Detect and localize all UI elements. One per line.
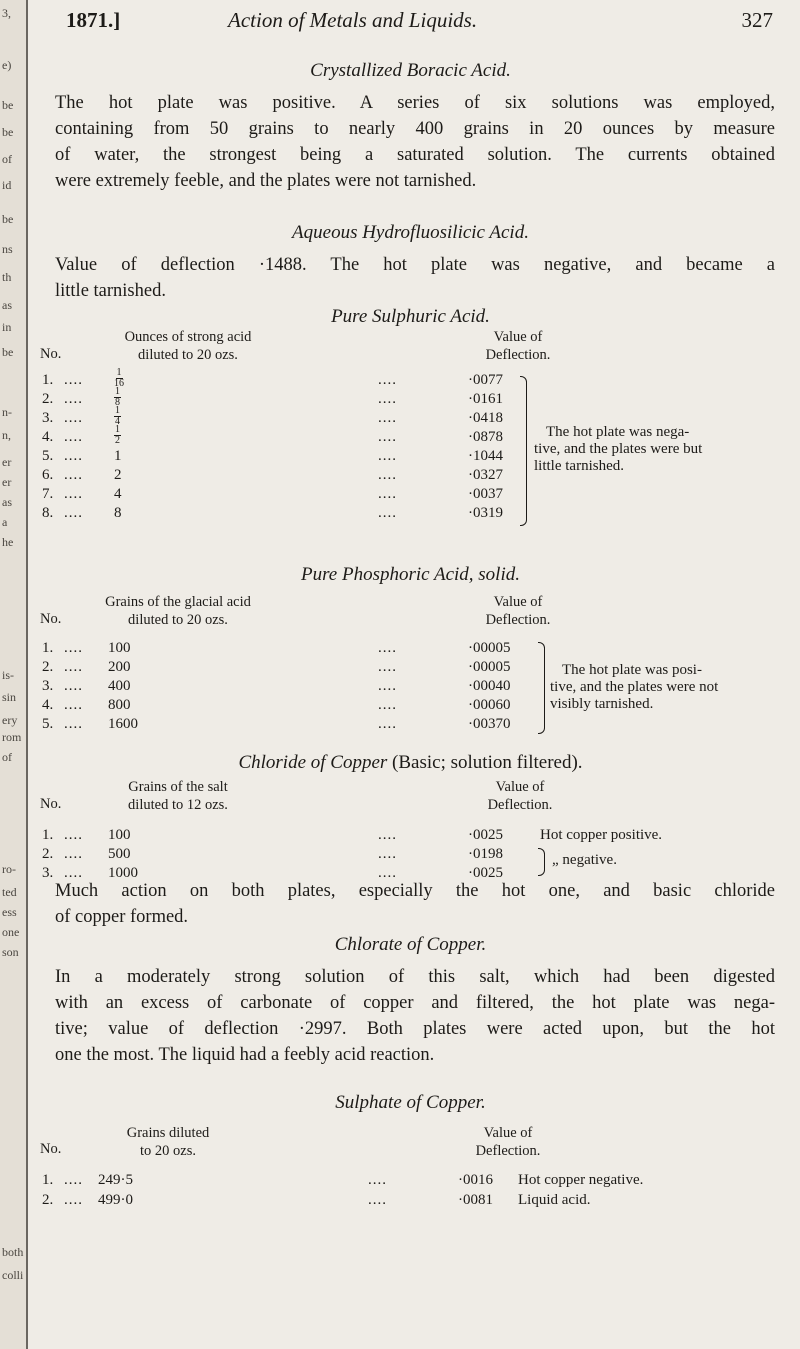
running-header [38, 4, 783, 34]
fraction-denominator: 16 [114, 378, 124, 389]
section-title-chlorate: Chlorate of Copper. [334, 934, 487, 955]
column-header-value [460, 778, 580, 814]
deflection-value: ·0198 [468, 846, 503, 862]
margin-fragment: as [2, 495, 12, 509]
column-header-line: Grains of the salt [128, 779, 228, 795]
deflection-value: ·0025 [468, 865, 503, 881]
note-line: The hot plate was nega- [546, 424, 690, 440]
margin-fragment: ro- [2, 862, 16, 876]
margin-fragment: ess [2, 905, 17, 919]
margin-fragment: of [2, 152, 12, 166]
row-number: 5. [42, 448, 54, 464]
column-header-no: No. [40, 611, 62, 627]
amount-value: 100 [108, 827, 131, 843]
column-header-line: diluted to 12 ozs. [128, 797, 228, 813]
section-title-sulphate: Sulphate of Copper. [335, 1092, 486, 1113]
margin-fragment: one [2, 925, 20, 939]
leader-dots: .... [378, 448, 397, 464]
page-number: 327 [741, 8, 773, 32]
margin-fragment: n- [2, 405, 12, 419]
deflection-value: ·0037 [468, 486, 503, 502]
amount-value: 400 [108, 678, 131, 694]
amount-value: 249·5 [98, 1172, 133, 1188]
margin-fragment: n, [2, 428, 11, 442]
amount-value: 4 [114, 486, 122, 502]
deflection-value: ·0025 [468, 827, 503, 843]
amount-value: 499·0 [98, 1192, 133, 1208]
margin-fragment: of [2, 750, 12, 764]
leader-dots: .... [378, 865, 397, 881]
title-plain: (Basic; solution filtered). [392, 752, 583, 773]
fraction-numerator: 1 [115, 424, 120, 435]
row-number: 2. [42, 391, 54, 407]
text-line: with an excess of carbonate of copper and filtered, the hot plate was nega- [55, 993, 775, 1013]
amount-value: 200 [108, 659, 131, 675]
deflection-value: ·0081 [458, 1192, 493, 1208]
fraction-denominator: 4 [115, 416, 120, 427]
leader-dots: .... [64, 486, 83, 502]
chloride-negative-note: „ negative. [552, 852, 617, 868]
leader-dots: .... [378, 827, 397, 843]
text-line: one the most. The liquid had a feebly acid reaction. [55, 1045, 435, 1065]
row-number: 3. [42, 410, 54, 426]
leader-dots: .... [64, 429, 83, 445]
bracket [538, 848, 545, 876]
margin-fragment: 3, [2, 6, 11, 20]
margin-fragment: ns [2, 242, 13, 256]
deflection-value: ·0327 [468, 467, 503, 483]
margin-fragment: a [2, 515, 8, 529]
leader-dots: .... [64, 659, 83, 675]
leader-dots: .... [64, 865, 83, 881]
column-header-value [458, 593, 578, 629]
note-line: little tarnished. [534, 458, 624, 474]
row-number: 4. [42, 429, 54, 445]
fraction-denominator: 8 [115, 397, 120, 408]
fraction-numerator: 1 [115, 386, 120, 397]
fraction-denominator: 2 [115, 435, 120, 446]
section-title-sulphuric: Pure Sulphuric Acid. [331, 306, 490, 327]
row-number: 4. [42, 697, 54, 713]
column-header-line: Grains of the glacial acid [105, 594, 251, 610]
margin-fragment: colli [2, 1268, 24, 1282]
leader-dots: .... [378, 391, 397, 407]
row-note: Hot copper negative. [518, 1172, 644, 1188]
fraction-amount [114, 425, 121, 446]
row-number: 2. [42, 659, 54, 675]
table-row [38, 716, 783, 735]
margin-fragment: he [2, 535, 14, 549]
leader-dots: .... [64, 846, 83, 862]
row-number: 1. [42, 827, 54, 843]
leader-dots: .... [378, 372, 397, 388]
column-header-line: Deflection. [475, 1143, 541, 1159]
bracket [538, 642, 545, 734]
book-page [38, 0, 783, 1349]
note-line: tive, and the plates were but [534, 441, 703, 457]
adjacent-page-margin [0, 0, 28, 1349]
bracket [520, 376, 527, 526]
table-row [38, 486, 783, 505]
column-header-line: Value of [493, 594, 543, 610]
margin-fragment: in [2, 320, 12, 334]
leader-dots: .... [378, 429, 397, 445]
column-header-line: Value of [483, 1125, 533, 1141]
margin-fragment: is- [2, 668, 14, 682]
margin-fragment: rom [2, 730, 22, 744]
paragraph-boracic [55, 90, 775, 194]
sulphuric-note [534, 424, 774, 475]
margin-fragment: id [2, 178, 12, 192]
leader-dots: .... [378, 846, 397, 862]
row-number: 3. [42, 678, 54, 694]
paragraph-hydrofluosilicic [55, 252, 775, 304]
amount-value: 8 [114, 505, 122, 521]
amount-value: 800 [108, 697, 131, 713]
column-header-amount [58, 593, 298, 629]
row-number: 6. [42, 467, 54, 483]
leader-dots: .... [368, 1192, 387, 1208]
deflection-value: ·00370 [468, 716, 511, 732]
row-number: 2. [42, 846, 54, 862]
section-title-hydrofluosilicic: Aqueous Hydrofluosilicic Acid. [292, 222, 529, 243]
column-header-line: Ounces of strong acid [124, 329, 252, 345]
column-header-no: No. [40, 796, 62, 812]
paragraph-chloride [55, 878, 775, 930]
row-number: 7. [42, 486, 54, 502]
text-line: of water, the strongest being a saturated solution. The currents obtained [55, 145, 775, 165]
column-header-line: Deflection. [485, 347, 551, 363]
row-number: 1. [42, 640, 54, 656]
column-header-line: diluted to 20 ozs. [128, 612, 228, 628]
leader-dots: .... [368, 1172, 387, 1188]
leader-dots: .... [64, 391, 83, 407]
row-note: Hot copper positive. [540, 827, 663, 843]
text-line: little tarnished. [55, 281, 166, 301]
leader-dots: .... [378, 678, 397, 694]
column-header-amount [78, 1124, 258, 1160]
text-line: tive; value of deflection ·2997. Both plates were acted upon, but the hot [55, 1019, 775, 1039]
deflection-value: ·0016 [458, 1172, 493, 1188]
leader-dots: .... [378, 410, 397, 426]
column-header-line: Grains diluted [126, 1125, 210, 1141]
section-title-phosphoric: Pure Phosphoric Acid, solid. [300, 564, 520, 585]
margin-fragment: be [2, 98, 14, 112]
deflection-value: ·00005 [468, 640, 511, 656]
leader-dots: .... [378, 697, 397, 713]
margin-fragment: ted [2, 885, 17, 899]
margin-fragment: th [2, 270, 12, 284]
leader-dots: .... [64, 1172, 83, 1188]
text-line: of copper formed. [55, 907, 189, 927]
row-number: 3. [42, 865, 54, 881]
margin-fragment: both [2, 1245, 24, 1259]
deflection-value: ·00060 [468, 697, 511, 713]
amount-value: 1 [114, 448, 122, 464]
column-header-line: Deflection. [487, 797, 553, 813]
column-header-value [458, 328, 578, 364]
section-title-chloride [38, 752, 783, 774]
leader-dots: .... [64, 467, 83, 483]
column-header-line: to 20 ozs. [140, 1143, 196, 1159]
deflection-value: ·1044 [468, 448, 503, 464]
leader-dots: .... [378, 505, 397, 521]
margin-fragment: ery [2, 713, 18, 727]
deflection-value: ·0161 [468, 391, 503, 407]
row-note: Liquid acid. [518, 1192, 591, 1208]
fraction-numerator: 1 [116, 367, 122, 378]
deflection-value: ·00005 [468, 659, 511, 675]
column-header-line: Value of [495, 779, 545, 795]
text-line: Much action on both plates, especially the hot one, and basic chloride [55, 881, 775, 901]
amount-value: 2 [114, 467, 122, 483]
margin-fragment: as [2, 298, 12, 312]
margin-fragment: be [2, 345, 14, 359]
margin-fragment: be [2, 125, 14, 139]
amount-value: 1600 [108, 716, 138, 732]
text-line: were extremely feeble, and the plates were not tarnished. [55, 171, 477, 191]
table-row [38, 367, 783, 391]
leader-dots: .... [64, 1192, 83, 1208]
leader-dots: .... [64, 448, 83, 464]
table-row [38, 1172, 783, 1192]
text-line: The hot plate was positive. A series of six solutions was employed, [55, 93, 775, 113]
column-header-amount [78, 328, 298, 364]
table-row [38, 505, 783, 524]
row-number: 2. [42, 1192, 54, 1208]
fraction-numerator: 1 [115, 405, 120, 416]
leader-dots: .... [378, 659, 397, 675]
table-row [38, 1192, 783, 1212]
paragraph-chlorate [55, 964, 775, 1068]
deflection-value: ·00040 [468, 678, 511, 694]
leader-dots: .... [64, 697, 83, 713]
deflection-value: ·0878 [468, 429, 503, 445]
table-row [38, 386, 783, 410]
phosphoric-note [550, 662, 778, 713]
leader-dots: .... [64, 827, 83, 843]
amount-value: 500 [108, 846, 131, 862]
table-row [38, 640, 783, 659]
leader-dots: .... [64, 640, 83, 656]
header-year: 1871.] [66, 8, 121, 32]
row-number: 1. [42, 372, 54, 388]
deflection-value: ·0418 [468, 410, 503, 426]
amount-value: 1000 [108, 865, 138, 881]
column-header-line: diluted to 20 ozs. [138, 347, 238, 363]
leader-dots: .... [378, 486, 397, 502]
amount-value: 100 [108, 640, 131, 656]
leader-dots: .... [378, 716, 397, 732]
title-italic: Chloride of Copper [238, 752, 388, 773]
row-number: 8. [42, 505, 54, 521]
margin-fragment: er [2, 455, 12, 469]
leader-dots: .... [64, 505, 83, 521]
section-title-boracic: Crystallized Boracic Acid. [310, 60, 511, 81]
column-header-amount [78, 778, 278, 814]
table-row [38, 827, 783, 846]
margin-fragment: be [2, 212, 14, 226]
column-header-line: Value of [493, 329, 543, 345]
column-header-line: Deflection. [485, 612, 551, 628]
margin-fragment: er [2, 475, 12, 489]
note-line: tive, and the plates were not [550, 679, 719, 695]
deflection-value: ·0319 [468, 505, 503, 521]
header-running-title: Action of Metals and Liquids. [228, 8, 478, 32]
column-header-value [448, 1124, 568, 1160]
margin-fragment: son [2, 945, 19, 959]
text-line: Value of deflection ·1488. The hot plate was negative, and became a [55, 255, 775, 275]
leader-dots: .... [64, 410, 83, 426]
column-header-no: No. [40, 1141, 62, 1157]
row-number: 5. [42, 716, 54, 732]
leader-dots: .... [378, 467, 397, 483]
leader-dots: .... [64, 678, 83, 694]
note-line: visibly tarnished. [550, 696, 654, 712]
note-line: The hot plate was posi- [562, 662, 702, 678]
table-row [38, 846, 783, 865]
row-number: 1. [42, 1172, 54, 1188]
column-header-no: No. [40, 346, 62, 362]
leader-dots: .... [378, 640, 397, 656]
deflection-value: ·0077 [468, 372, 503, 388]
text-line: containing from 50 grains to nearly 400 grains in 20 ounces by measure [55, 119, 775, 139]
leader-dots: .... [64, 716, 83, 732]
margin-fragment: e) [2, 58, 12, 72]
text-line: In a moderately strong solution of this salt, which had been digested [55, 967, 775, 987]
margin-fragment: sin [2, 690, 17, 704]
leader-dots: .... [64, 372, 83, 388]
